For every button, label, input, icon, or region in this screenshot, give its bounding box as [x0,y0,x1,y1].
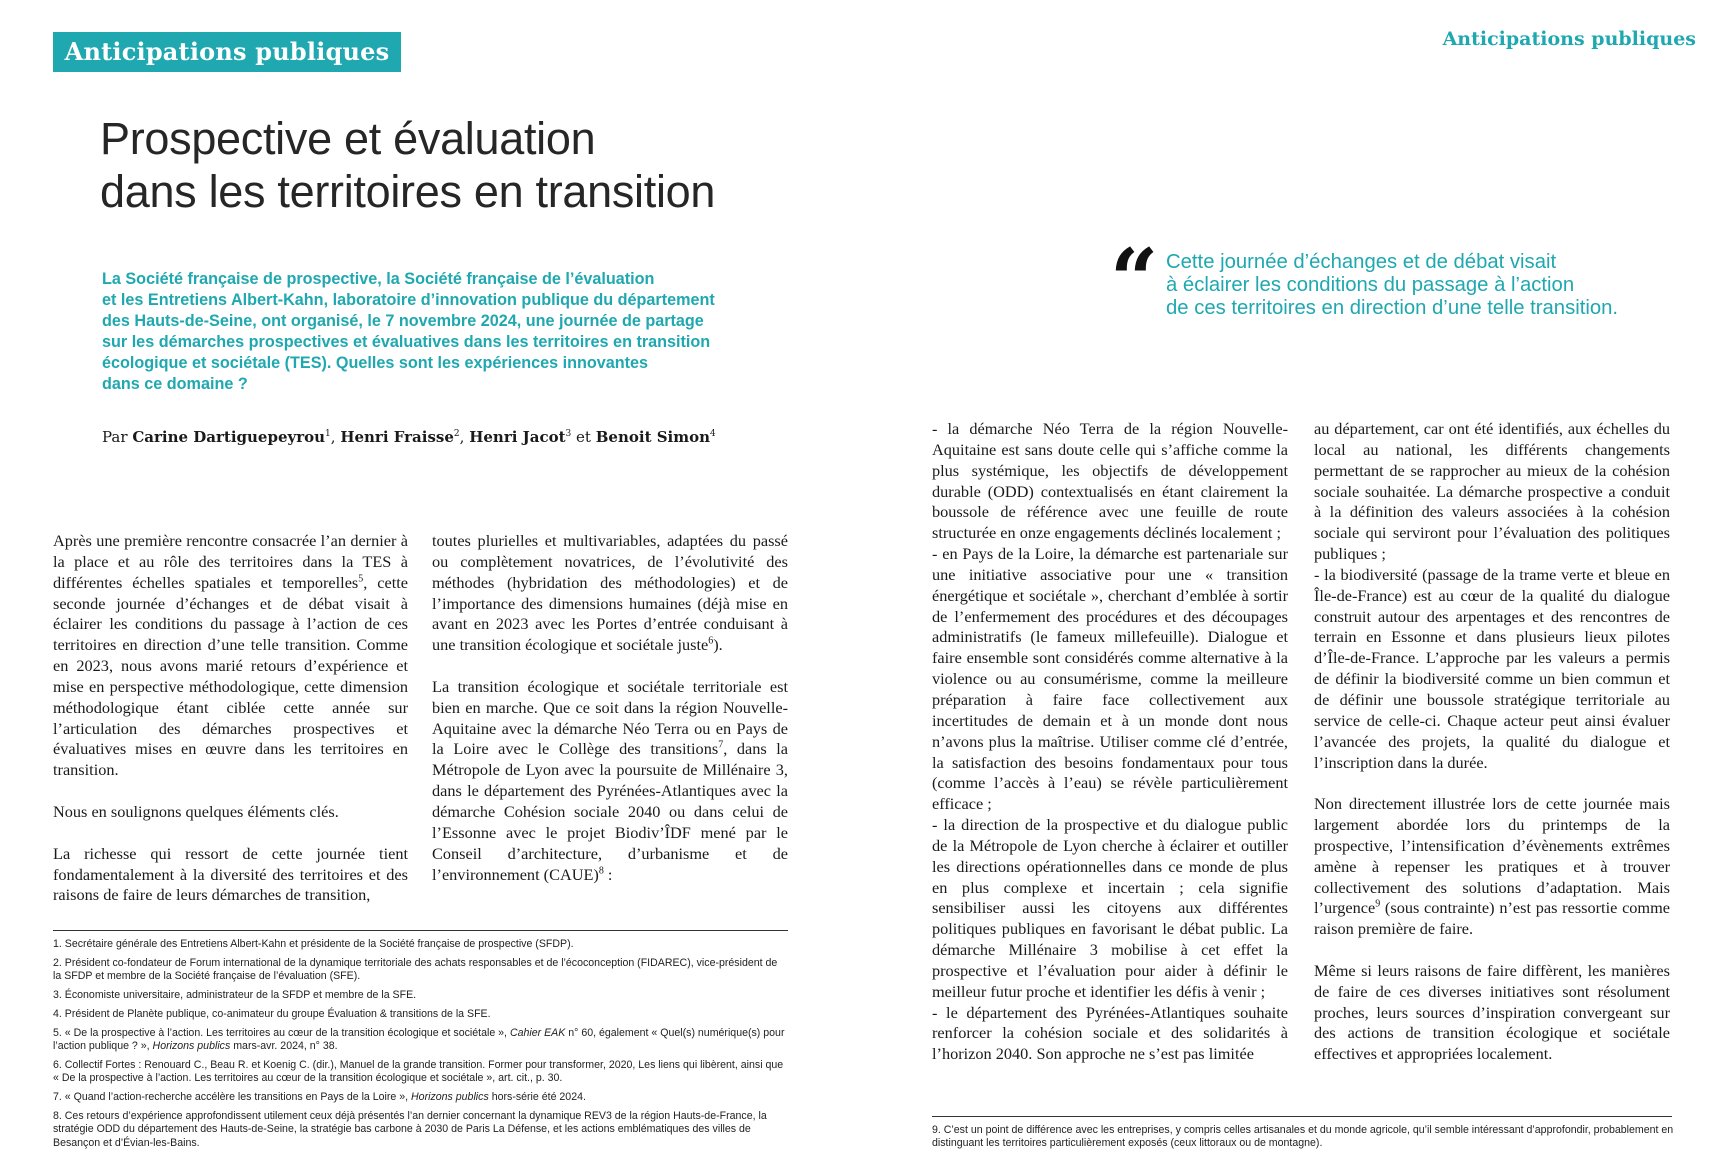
byline [102,428,716,446]
footnote: 2. Président co-fondateur de Forum international de la dynamique territoriale des achats responsables et de l’écoconception (FIDAREC), vice-président de la SFDP et membre de la Société française de l’évaluation (SFE). [53,956,778,983]
standfirst-line: des Hauts-de-Seine, ont organisé, le 7 novembre 2024, une journée de partage [102,312,704,330]
paragraph: - la biodiversité (passage de la trame verte et bleue en Île-de-France) est au cœur de la qualité du dialogue construit autour des arpentages et des rencontres de terrain en Essonne et dans plusieurs lieux pilotes d’Île-de-France. L’approche par les valeurs a permis de définir la biodiversité comme un bien commun et de définir une boussole stratégique territoriale au service de celle-ci. Chaque acteur peut ainsi évaluer l’avancée des projets, la qualité du dialogue et l’inscription dans la durée. [1314,564,1670,772]
pull-quote-line: Cette journée d’échanges et de débat visait [1166,251,1557,273]
paragraph: au département, car ont été identifiés, aux échelles du local au national, les différents changements permettant de se rapprocher au mieux de la cohésion sociale souhaitée. La démarche prospective a conduit à la définition des valeurs associées à la cohésion sociale qui serviront pour l’évaluation des politiques publiques ; [1314,419,1670,564]
footnotes-right [932,1124,1692,1156]
byline-prefix: Par [102,428,128,446]
footnote-divider [932,1116,1672,1117]
footnote: 8. Ces retours d’expérience approfondissent utilement ceux déjà présentés l’an dernier concernant la dynamique REV3 de la région Hauts-de-France, la stratégie ODD du département des Hauts-de-Seine, la stratégie bas carbone à 2030 de Paris La Défense, et les actions emblématiques des villes de Besançon et d’Évian-les-Bains. [53,1109,767,1149]
section-rubric-left: Anticipations publiques [53,32,401,72]
title-line: Prospective et évaluation [100,113,596,164]
author-sep: et [571,428,591,446]
author-name: Benoit Simon [595,428,711,446]
pull-quote-line: de ces territoires en direction d’une telle transition. [1166,296,1619,319]
text-column-1 [53,531,408,906]
footnote: 7. « Quand l’action-recherche accélère les transitions en Pays de la Loire », Horizons publics hors-série été 2024. [53,1091,586,1103]
text-column-3 [932,419,1288,1065]
paragraph: - en Pays de la Loire, la démarche est partenariale sur une initiative associative pour une « transition énergétique et sociétale », cherchant d’emblée à sortir de l’enfermement des procédures et des découpages administratifs (le fameux millefeuille). Dialogue et faire ensemble sont considérés comme alternative à la violence ou au consumérisme, comme la meilleure préparation à faire face collectivement aux incertitudes de demain et à un monde dont nous n’avons plus la maîtrise. Utiliser comme clé d’entrée, la satisfaction des besoins fondamentaux pour tous (comme l’accès à l’eau) se révèle particulièrement efficace ; [932,544,1288,814]
footnote-divider [53,930,788,931]
footnote: 4. Président de Planète publique, co-animateur du groupe Évaluation & transitions de la SFE. [53,1007,491,1020]
paragraph: toutes plurielles et multivariables, adaptées du passé ou complètement novatrices, de l’évolutivité des méthodes (hybridation des méthodologies) et de l’importance des dimensions humaines (déjà mise en avant en 2023 avec les Portes d’entrée conduisant à une transition écologique et sociétale juste$^6$). [432,531,788,655]
section-rubric-right: Anticipations publiques [1442,28,1696,50]
footnote: 6. Collectif Fortes : Renouard C., Beau R. et Koenig C. (dir.), Manuel de la grande transition. Former pour transformer, 2020, Les liens qui libèrent, ainsi que « De la prospective à l’action. Les territoires au cœur de la transition écologique et sociétale », art. cit., p. 30. [53,1058,784,1085]
footnote: 3. Économiste universitaire, administrateur de la SFDP et membre de la SFE. [53,989,417,1001]
article-standfirst [102,269,802,395]
paragraph: - la démarche Néo Terra de la région Nouvelle-Aquitaine est sans doute celle qui s’affiche comme la plus systémique, les objectifs de développement durable (ODD) contextualisés en étant clairement la boussole de référence avec une feuille de route structurée en onze engagements déclinés localement ; [932,419,1288,543]
standfirst-line: sur les démarches prospectives et évaluatives dans les territoires en transition [102,333,711,351]
standfirst-line: écologique et sociétale (TES). Quelles sont les expériences innovantes [102,354,649,372]
author-note: 4 [710,429,716,439]
paragraph: La transition écologique et sociétale territoriale est bien en marche. Que ce soit dans la région Nouvelle-Aquitaine avec la démarche Néo Terra ou en Pays de la Loire avec le Collège des transitions$^7$, dans la Métropole de Lyon avec la poursuite de Millénaire 3, dans le département des Pyrénées-Atlantiques avec la démarche Cohésion sociale 2040 ou dans celui de l’Essonne avec le projet Biodiv’ÎDF mené par le Conseil d’architecture, d’urbanisme et de l’environnement (CAUE)$^8$ : [432,676,788,884]
standfirst-line: La Société française de prospective, la Société française de l’évaluation [102,270,655,288]
paragraph: - le département des Pyrénées-Atlantiques souhaite renforcer la cohésion sociale et des solidarités à l’horizon 2040. Son approche ne s’est pas limitée [932,1002,1288,1064]
text-column-2 [432,531,788,885]
title-line: dans les territoires en transition [100,166,716,217]
paragraph: - la direction de la prospective et du dialogue public de la Métropole de Lyon cherche à éclairer et outiller les directions opérationnelles dans ce monde de plus en plus complexe et incertain ; cela signifie sensibiliser aussi les citoyens aux différentes politiques publiques en favorisant le débat public. La démarche Millénaire 3 mobilise à cet effet la prospective et l’évaluation pour aider à définir le meilleur futur proche et identifier les défis à venir ; [932,815,1288,1001]
paragraph: Nous en soulignons quelques éléments clés. [53,801,339,821]
footnotes-left [53,938,788,1155]
author-note: 2 [453,429,460,439]
author-sep: , [459,428,465,446]
footnote: 5. « De la prospective à l’action. Les territoires au cœur de la transition écologique et sociétale », Cahier EAK n° 60, également « Quel(s) numérique(s) pour l’action publique ? », Horizons publics mars-avr. 2024, n° 38. [53,1026,785,1052]
author-name: Henri Fraisse [340,428,454,446]
author-note: 1 [325,429,331,439]
footnote: 1. Secrétaire générale des Entretiens Albert-Kahn et présidente de la Société française de prospective (SFDP). [53,938,574,950]
standfirst-line: dans ce domaine ? [102,375,248,393]
author-name: Henri Jacot [469,428,566,446]
pull-quote [1166,251,1686,319]
standfirst-line: et les Entretiens Albert-Kahn, laboratoire d’innovation publique du département [102,291,715,309]
author-name: Carine Dartiguepeyrou [132,428,326,446]
quote-mark-icon: “ [1110,230,1159,329]
author-sep: , [330,428,336,446]
paragraph: Non directement illustrée lors de cette journée mais largement abordée lors du printemps de la prospective, l’intensification d’évènements extrêmes amène à repenser les pratiques et à trouver collectivement des solutions d’adaptation. Mais l’urgence$^9$ (sous contrainte) n’est pas ressortie comme raison première de faire. [1314,794,1670,939]
footnote: 9. C’est un point de différence avec les entreprises, y compris celles artisanales et du monde agricole, qu’il semble intéressant d’approfondir, probablement en distinguant les territoires particulièrement exposés (ceux littoraux ou de montagne). [932,1124,1674,1150]
text-column-4 [1314,419,1670,1065]
paragraph: Même si leurs raisons de faire diffèrent, les manières de faire de ces diverses initiatives sont résolument proches, leurs sources d’inspiration convergeant sur des actions de transition écologique et sociétale effectives et appropriées localement. [1314,960,1670,1064]
pull-quote-line: à éclairer les conditions du passage à l’action [1166,273,1575,296]
author-note: 3 [565,429,572,439]
paragraph: La richesse qui ressort de cette journée tient fondamentalement à la diversité des territoires et des raisons de faire de leurs démarches de transition, [53,843,408,905]
paragraph: Après une première rencontre consacrée l’an dernier à la place et au rôle des territoires dans la TES à différentes échelles spatiales et temporelles$^5$, cette seconde journée d’échanges et de débat visait à éclairer les conditions du passage à l’action de ces territoires en direction d’une telle transition. Comme en 2023, nous avons marié retours d’expérience et mise en perspective méthodologique, cette dimension méthodologique étant ciblée cette année sur l’articulation des démarches prospectives et évaluatives mises en œuvre dans les territoires en transition. [53,531,408,780]
article-title [100,112,820,218]
